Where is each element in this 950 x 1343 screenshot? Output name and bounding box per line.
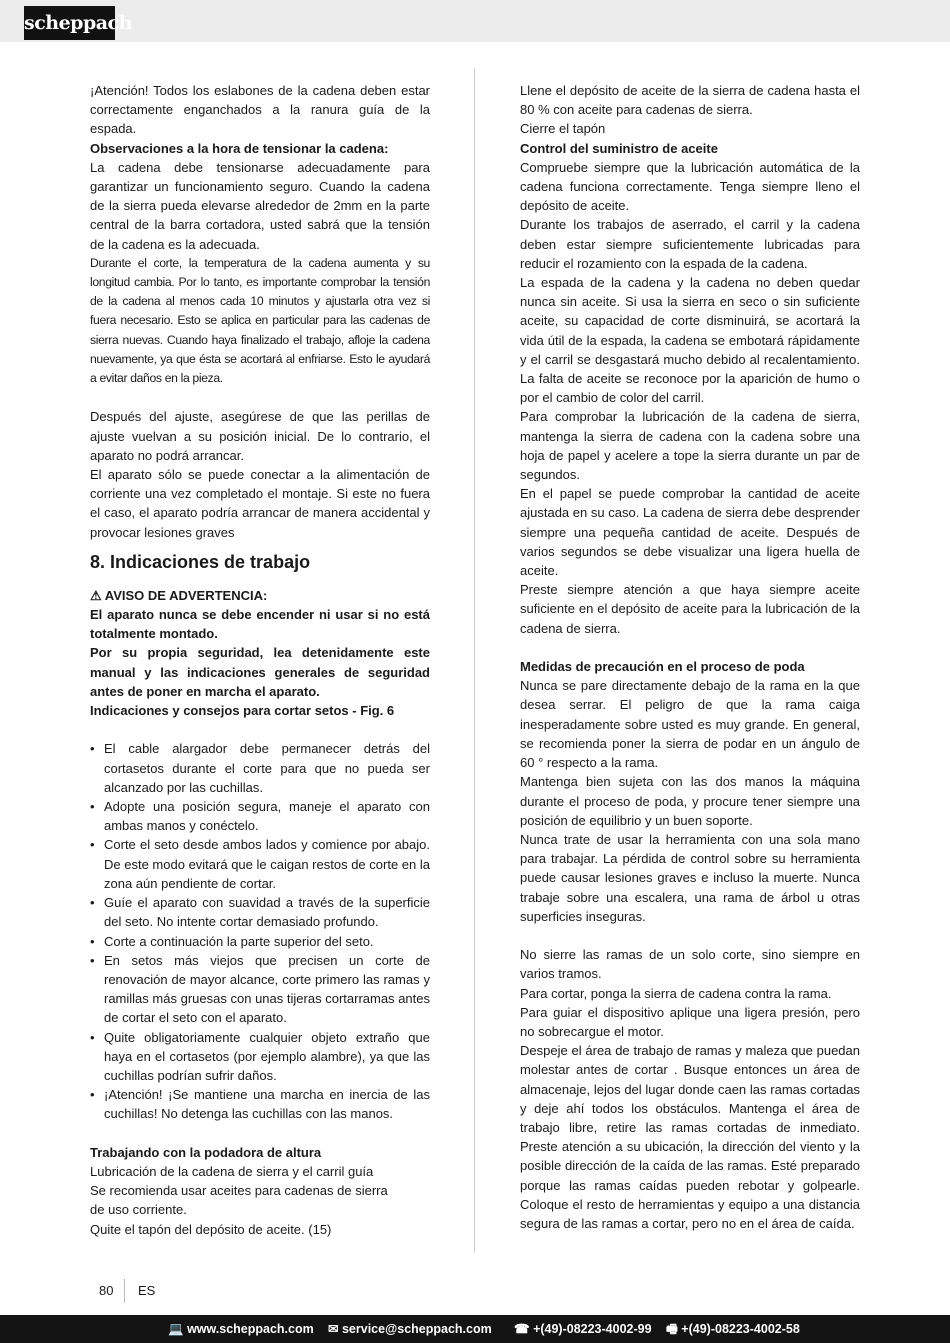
oil-text-1: Compruebe siempre que la lubricación automática de la cadena funciona correctamente. Tenga siempre lleno el depósito de aceite. (520, 159, 860, 214)
cutting-text-2: Para cortar, ponga la sierra de cadena contra la rama. (520, 985, 832, 1001)
list-item: • Adopte una posición segura, maneje el aparato con ambas manos y conéctelo. (90, 799, 430, 834)
language-code: ES (138, 1283, 156, 1298)
pole-saw-text-1: Lubricación de la cadena de sierra y el carril guía (90, 1163, 374, 1179)
section-title: 8. Indicaciones de trabajo (90, 551, 311, 572)
phone-number: +(49)-08223-4002-99 (533, 1322, 652, 1336)
warning-text-2: Por su propia seguridad, lea detenidamente este manual y las indicaciones generales de seguridad antes de poner en marcha el aparato. (90, 645, 430, 699)
header-bar (0, 0, 950, 42)
oil-text-4: Para comprobar la lubricación de la cadena de sierra, mantenga la sierra de cadena con la cadena sobre una hoja de papel y acelere a tope la sierra durante un par de segundos. (520, 409, 860, 483)
list-item: • ¡Atención! ¡Se mantiene una marcha en inercia de las cuchillas! No detenga las cuchillas con las manos. (90, 1087, 430, 1122)
tension-text: La cadena debe tensionarse adecuadamente para garantizar un funcionamiento seguro. Cuando la cadena de la sierra pueda elevarse alrededor de 2mm en la parte central de la barra cortadora, usted sabrá que la tensión de la cadena es la adecuada. (90, 159, 430, 252)
oil-control-heading: Control del suministro de aceite (520, 140, 718, 156)
oil-text-2: Durante los trabajos de aserrado, el carril y la cadena deben estar siempre suficientemente lubricadas para reducir el rozamiento con la espada de la cadena. (520, 217, 860, 271)
pole-saw-heading: Trabajando con la podadora de altura (90, 1144, 322, 1160)
scheppach-logo: scheppach (24, 6, 115, 40)
close-cap-text: Cierre el tapón (520, 121, 606, 137)
list-item: • Guíe el aparato con suavidad a través de la superficie del seto. No intente cortar demasiado profundo. (90, 895, 430, 930)
temperature-note: Durante el corte, la temperatura de la cadena aumenta y su longitud cambia. Por lo tanto, es importante comprobar la tensión de la cadena al menos cada 10 minutos y ajustarla otra vez si fuera necesario. Esto se aplica en particular para las cadenas de sierra nuevas. Cuando haya finalizado el trabajo, afloje la cadena nuevamente, ya que ésta se acortará al enfriarse. Esto le ayudará a evitar daños en la pieza. (90, 255, 430, 386)
website-link[interactable]: www.scheppach.com (187, 1322, 314, 1336)
precaution-text-3: Nunca trate de usar la herramienta con una sola mano para trabajar. La pérdida de control sobre su herramienta puede causar lesiones graves e incluso la muerte. Nunca trabaje sobre una escalera, una rama de árbol u otras superficies inseguras. (520, 831, 860, 924)
right-column (520, 81, 860, 1233)
pole-saw-text-3: Quite el tapón del depósito de aceite. (15) (90, 1221, 332, 1237)
oil-text-3: La espada de la cadena y la cadena no deben quedar nunca sin aceite. Si usa la sierra en seco o sin suficiente aceite, su capacidad de corte disminuirá, se acortará la vida útil de la espada, la cadena se embotará rápidamente y el carril se desgastará mucho debido al recalentamiento. La falta de aceite se reconoce por la aparición de humo o por el cambio de color del carril. (520, 275, 860, 406)
column-divider (474, 68, 475, 1253)
footer-bar (0, 1315, 950, 1343)
email-link[interactable]: service@scheppach.com (341, 1322, 492, 1336)
footer-fax (666, 1315, 800, 1343)
cutting-text-3: Para guiar el dispositivo aplique una ligera presión, pero no sobrecargue el motor. (520, 1004, 860, 1039)
precaution-text-1: Nunca se pare directamente debajo de la rama en la que desea serrar. El peligro de que la rama caiga inesperadamente sobre usted es muy grande. En general, se recomienda poner la sierra de podar en un ángulo de 60 ° respecto a la rama. (520, 678, 860, 771)
fill-oil-text: Llene el depósito de aceite de la sierra de cadena hasta el 80 % con aceite para cadenas de sierra. (520, 83, 860, 118)
monitor-icon: 💻 (168, 1322, 184, 1336)
oil-text-6: Preste siempre atención a que haya siempre aceite suficiente en el depósito de aceite para la lubricación de la cadena de sierra. (520, 582, 860, 636)
precaution-heading: Medidas de precaución en el proceso de poda (520, 659, 805, 675)
warning-text-1: El aparato nunca se debe encender ni usar si no está totalmente montado. (90, 607, 430, 642)
chain-attention-text: ¡Atención! Todos los eslabones de la cadena deben estar correctamente enganchados a la ranura guía de la espada. (90, 83, 430, 137)
list-item: • El cable alargador debe permanecer detrás del cortasetos durante el corte para que no pueda ser alcanzado por las cuchillas. (90, 741, 430, 795)
cutting-text-4: Despeje el área de trabajo de ramas y maleza que puedan molestar antes de cortar . Busque entonces un área de almacenaje, lejos del lugar donde caen las ramas cortadas y deje ahí todos los obstáculos. Mantenga el área de trabajo libre, retire las ramas cortadas de inmediato. Preste atención a su ubicación, la dirección del viento y la posible dirección de la caída de las ramas. Esté preparado porque las ramas caídas pueden rebotar y golpearle. Coloque el resto de herramientas y equipo a una distancia segura de las ramas a cortar, pero no en el área de caída. (520, 1043, 860, 1231)
tension-heading: Observaciones a la hora de tensionar la cadena: (90, 140, 389, 156)
phone-icon: ☎ (514, 1322, 530, 1336)
precaution-text-2: Mantenga bien sujeta con las dos manos la máquina durante el proceso de poda, y procure tener siempre una posición de equilibrio y un buen soporte. (520, 774, 860, 828)
pole-saw-text-2a: Se recomienda usar aceites para cadenas de sierra (90, 1183, 388, 1199)
after-adjust-text: Después del ajuste, asegúrese de que las perillas de ajuste vuelvan a su posición inicial. De lo contrario, el aparato no podrá arrancar. (90, 409, 430, 463)
footer-email[interactable] (328, 1315, 492, 1343)
footer-website[interactable] (168, 1315, 314, 1343)
pole-saw-text-2b: de uso corriente. (90, 1202, 187, 1218)
list-item: • Corte el seto desde ambos lados y comience por abajo. De este modo evitará que le caigan restos de corte en la zona aún pendiente de cortar. (90, 837, 430, 891)
page-number-separator (124, 1279, 125, 1303)
connect-text: El aparato sólo se puede conectar a la alimentación de corriente una vez completado el montaje. Si este no fuera el caso, el aparato podría arrancar de manera accidental y provocar lesiones graves (90, 467, 430, 540)
hedge-tips-list (90, 739, 430, 1123)
left-column (90, 81, 430, 1239)
hedge-tips-heading: Indicaciones y consejos para cortar setos - Fig. 6 (90, 703, 395, 719)
cutting-text-1: No sierre las ramas de un solo corte, sino siempre en varios tramos. (520, 947, 860, 982)
footer-phone (514, 1315, 652, 1343)
list-item: • Corte a continuación la parte superior del seto. (90, 933, 374, 949)
page-number: 80 (99, 1283, 114, 1298)
oil-text-5: En el papel se puede comprobar la cantidad de aceite ajustada en su caso. La cadena de sierra debe desprender siempre una pequeña cantidad de aceite. Después de varios segundos se debe visualizar una ligera huella de aceite. (520, 486, 860, 579)
mail-icon: ✉ (328, 1322, 339, 1336)
list-item: • Quite obligatoriamente cualquier objeto extraño que haya en el cortasetos (por ejemplo alambre), ya que las cuchillas podrían sufrir daños. (90, 1029, 430, 1083)
list-item: • En setos más viejos que precisen un corte de renovación de mayor alcance, corte primero las ramas y ramillas más gruesas con unas tijeras cortarramas antes de cortar el seto con el aparato. (90, 952, 430, 1026)
warning-title: ⚠ AVISO DE ADVERTENCIA: (90, 587, 268, 603)
fax-number: +(49)-08223-4002-58 (681, 1322, 800, 1336)
fax-icon: 🖷 (666, 1322, 678, 1336)
